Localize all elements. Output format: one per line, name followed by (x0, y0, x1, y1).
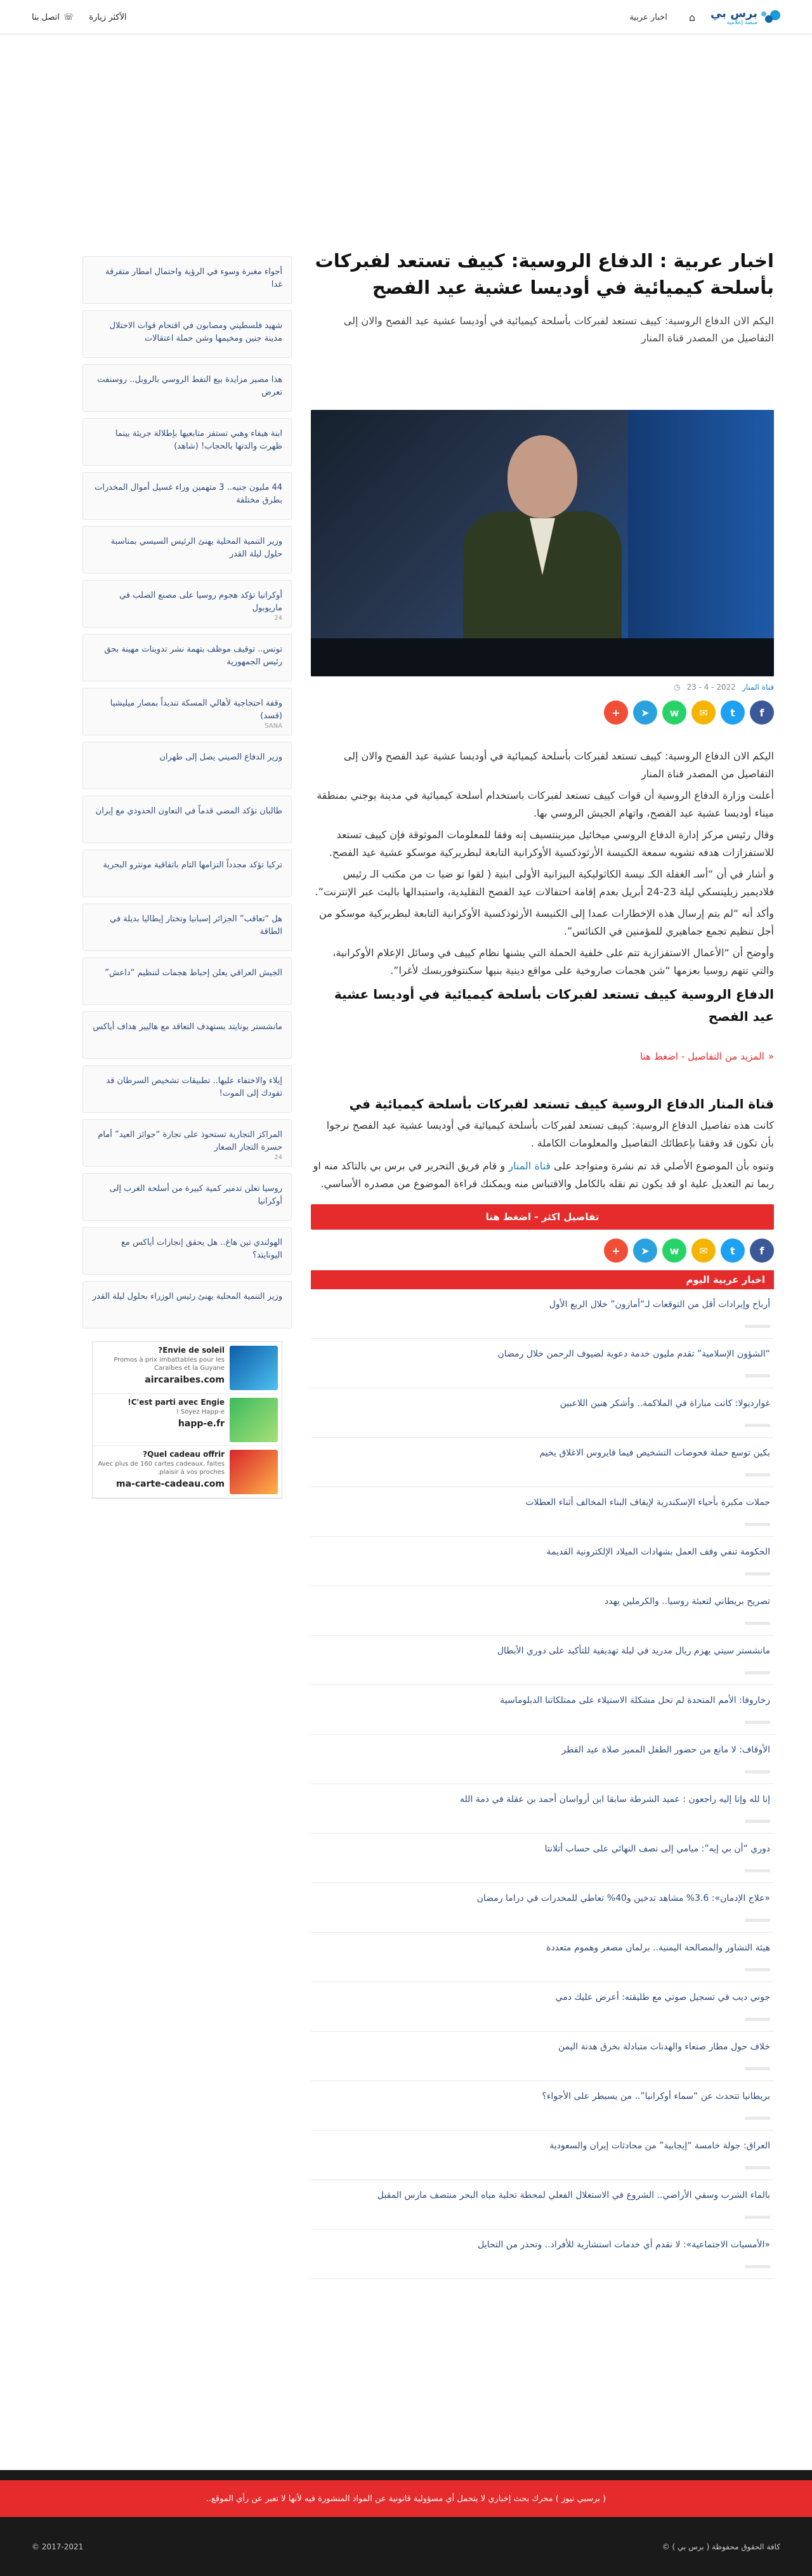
twitter-share-icon[interactable]: t (721, 700, 745, 725)
today-news-item[interactable] (311, 1586, 774, 1636)
sidebar-news-item-date: 24 (274, 1154, 282, 1161)
today-news-item-title: “الشؤون الإسلامية” تقدم مليون خدمة دعوية لضيوف الرحمن خلال رمضان (497, 1349, 770, 1360)
today-news-item[interactable] (311, 1933, 774, 1982)
phone-icon: ☏ (63, 12, 74, 22)
more-details-link[interactable] (311, 1051, 774, 1062)
today-news-item[interactable] (311, 1834, 774, 1883)
sidebar-news-item-title: طالبان تؤكد المضي قدماً في التعاون الحدودي مع إيران (95, 806, 282, 816)
ad-carte-cadeau[interactable] (93, 1446, 282, 1498)
today-news (311, 1270, 774, 2279)
facebook-share-icon[interactable]: f (750, 1239, 774, 1263)
today-news-item[interactable] (311, 2081, 774, 2131)
top-ad-space (0, 34, 812, 225)
ad-subtext: Promos à prix imbattables pour les Caraïbes et la Guyane (114, 1357, 225, 1372)
source-note-end: و قام فريق التحرير في برس بي بالتاكد منه او ربما تم التعديل علية او قد يكون تم نقله بالكامل والاقتباس منه ويمكنك قراءة الموضوع من مصدره الأساسي. (313, 1160, 774, 1190)
today-news-item[interactable] (311, 1883, 774, 1933)
today-news-item-title: حملات مكبرة بأحياء الإسكندرية لإيقاف البناء المخالف أثناء العطلات (525, 1497, 770, 1508)
today-news-item[interactable] (311, 1339, 774, 1388)
today-news-item-title: أرباح وإيرادات أقل من التوقعات لـ“أمازون” خلال الربع الأول (549, 1299, 770, 1310)
article-source[interactable]: قناة المنار (742, 683, 774, 692)
sidebar-news-item[interactable] (82, 472, 292, 520)
twitter-share-icon[interactable]: t (721, 1239, 745, 1263)
article-title: اخبار عربية : الدفاع الروسية: كييف تستعد لفبركات بأسلحة كيميائية في أوديسا عشية عيد الفصح (315, 250, 774, 299)
sidebar-news-item-title: تركيا تؤكد مجدداً التزامها التام باتفاقية مونترو البحرية (103, 860, 282, 870)
sidebar-news-item[interactable] (82, 688, 292, 735)
share-buttons-bottom (311, 1239, 774, 1263)
sidebar-news-item-title: إيلاء والاختفاء عليها.. تطبيقات تشخيص السرطان قد تقودك إلى الموت! (106, 1076, 282, 1099)
article-main (311, 225, 774, 2279)
ad-url: aircaraibes.com (145, 1375, 225, 1385)
brand-area (623, 8, 780, 27)
telegram-share-icon[interactable]: ➤ (633, 700, 657, 725)
telegram-share-icon[interactable]: ➤ (633, 1239, 657, 1263)
today-news-item-title: إنا لله وإنا إليه راجعون : عميد الشرطة سابقا ابن أرواسان أحمد بن عقلة في ذمة الله (460, 1794, 770, 1805)
sidebar-ads (92, 1341, 282, 1499)
today-news-item-title: بالماء الشرب وسقي الأراضي.. الشروع في الاستغلال الفعلي لمحطة تحلية مياه البحر منتصف مارس المقبل (377, 2190, 770, 2201)
sidebar-news-item[interactable] (82, 418, 292, 466)
sidebar-news-item-title: ابنة هيفاء وهبي تستفز متابعيها بإطلالة جريئة بينما ظهرت والدتها بالحجاب! (شاهد) (115, 429, 282, 452)
home-icon[interactable]: ⌂ (688, 11, 695, 23)
more-share-icon[interactable]: + (604, 700, 628, 725)
site-logo[interactable] (710, 8, 780, 27)
today-news-item[interactable] (311, 1438, 774, 1487)
today-news-item-title: جوني ديب في تسجيل صوتي مع طليقته: أعرض عليك دمي (555, 1992, 770, 2003)
sidebar (82, 256, 292, 1499)
article-paragraph: و أشار في أن “أسـ الغفلة الكـ نيسة الكاثوليكية البيزانية الأولى ابنية ( لقوا تو ضيا ت من مكتب الـ رئيس فلاديمير زيلينسكي ليلة 23-24 أبريل بعدم إقامة احتفالات عيد الفصح التقليدية، واستبدالها بالبث عبر الإنترنت”. (315, 868, 774, 898)
today-news-item-title: «علاج الإدمان»: 3.6% مشاهد تدخين و40% تعاطي للمخدرات في دراما رمضان (476, 1893, 770, 1904)
sidebar-news-item[interactable] (82, 634, 292, 681)
footer-top-strip (0, 2470, 812, 2480)
sidebar-news-item-title: شهيد فلسطيني ومصابون في اقتحام قوات الاحتلال مدينة جنين ومخيمها وشن حملة اعتقالات (109, 321, 282, 344)
today-news-item[interactable] (311, 1487, 774, 1537)
article-paragraph: اليكم الان الدفاع الروسية: كييف تستعد لفبركات بأسلحة كيميائية في أوديسا عشية عيد الفصح والان إلى التفاصيل من المصدر قناة المنار (343, 750, 774, 780)
sidebar-news-item[interactable] (82, 310, 292, 358)
sidebar-news-item-title: أجواء مغبرة وسوء في الرؤية واحتمال امطار متفرقة غدا (105, 267, 282, 290)
today-news-item-title: تصريح بريطاني لتعبئة روسيا.. والكرملين يهدد (605, 1596, 770, 1607)
sidebar-news-item-title: تونس.. توقيف موظف بتهمة نشر تدوينات مهينة بحق رئيس الجمهورية (104, 645, 282, 667)
nav-secondary (32, 13, 127, 22)
sidebar-news-item-title: وزير التنمية المحلية يهنئ الرئيس السيسي بمناسبة حلول ليلة القدر (110, 537, 282, 560)
article-meta (311, 683, 774, 692)
brand-name: برس بي (710, 7, 757, 21)
sidebar-news-item-title: الهولندي تين هاغ.. هل يحقق إنجازات أياكس مع اليونايتد؟ (121, 1238, 282, 1261)
clock-icon: ◷ (673, 683, 681, 692)
whatsapp-share-icon[interactable]: w (662, 700, 686, 725)
today-news-item-date-placeholder (745, 2216, 770, 2219)
today-news-item-title: العراق: جولة خامسة “إيجابية” من محادثات إيران والسعودية (549, 2141, 770, 2152)
chevron-left-icon: « (768, 1051, 774, 1063)
today-news-item-title: بريطانيا تتحدث عن “سماء أوكرانيا”.. من يسيطر على الأجواء؟ (542, 2091, 770, 2102)
nav-contact-label: اتصل بنا (32, 12, 60, 22)
today-news-item[interactable] (311, 1735, 774, 1784)
sidebar-news-item[interactable] (82, 1011, 292, 1059)
sidebar-news-item[interactable] (82, 1065, 292, 1113)
today-news-item[interactable] (311, 1537, 774, 1586)
today-news-item-date-placeholder (745, 2018, 770, 2021)
today-news-item-date-placeholder (745, 1968, 770, 1971)
today-news-item-date-placeholder (745, 1671, 770, 1674)
nav-arab-news[interactable]: اخبار عربية (629, 12, 667, 22)
today-news-item-date-placeholder (745, 2265, 770, 2268)
sidebar-news-item[interactable] (82, 580, 292, 628)
brand-tagline: منصة إعلامية (726, 19, 757, 26)
nav-contact[interactable] (32, 13, 74, 22)
today-news-item[interactable] (311, 2230, 774, 2279)
article-paragraph: وأوضح أن “الأعمال الاستفزازية تتم على خلفية الحملة التي يشنها نظام كييف في وسائل الإعلام الأوكرانية، والتي تتهم روسيا بعزمها “شن هجمات صاروخية على مواقع دينية بنيها سكنتوفوربسك لأغرا”. (332, 947, 774, 977)
source-section-body: كانت هذه تفاصيل الدفاع الروسية: كييف تستعد لفبركات بأسلحة كيميائية في أوديسا عشية عيد الفصح نرجوا بأن تكون قد وفقنا بإعطائك التفاصيل والمعلومات الكاملة . (326, 1119, 774, 1150)
sidebar-news-item[interactable] (82, 796, 292, 843)
today-news-item-date-placeholder (745, 1473, 770, 1476)
today-news-item-title: خلاف حول مطار صنعاء والهدنات متبادلة بخرق هدنة اليمن (558, 2042, 770, 2053)
source-section-note (311, 1157, 774, 1193)
ad-aircaraibes[interactable] (93, 1342, 282, 1394)
sidebar-news-item-title: وزير الدفاع الصيني يصل إلى طهران (159, 752, 282, 762)
today-news-item-title: «الأمسيات الاجتماعية»: لا نقدم أي خدمات استشارية للأفراد.. وتحذر من التحايل (478, 2240, 770, 2251)
today-news-item[interactable] (311, 1388, 774, 1438)
today-news-item-date-placeholder (745, 1374, 770, 1377)
ad-image (230, 1450, 278, 1494)
article-hero-image (311, 410, 774, 676)
sidebar-news-item[interactable] (82, 1227, 292, 1275)
source-section-title: قناة المنار الدفاع الروسية كييف تستعد لفبركات بأسلحة كيميائية في (349, 1096, 774, 1112)
article-paragraph: وقال رئيس مركز إدارة الدفاع الروسي ميخائيل ميزينتسيف إنه وفقا للمعلومات الموثوقة فإن كييف تستعد للاستفزازات هدفه تشويه سمعة الكنيسة الأرثوذكسية الأوكرانية التابعة لبطريركية موسكو عشية عيد الفصح. (329, 829, 774, 859)
today-news-item[interactable] (311, 1685, 774, 1735)
today-news-item[interactable] (311, 1784, 774, 1834)
today-news-item[interactable] (311, 1289, 774, 1339)
today-news-title: اخبار عربية اليوم (311, 1270, 774, 1289)
today-news-item[interactable] (311, 2131, 774, 2180)
ad-headline: C'est parti avec Engie! (128, 1398, 225, 1407)
article-body (311, 747, 774, 1028)
sidebar-news-item-title: وقفة احتجاجية لأهالي المسكة تنديداً بمصار ميليشيا (قسد) (110, 699, 282, 721)
sms-share-icon[interactable]: ✉ (691, 1239, 716, 1263)
today-news-item-title: غوارديولا: كانت مباراة في الملاكمة.. وأشكر هنين اللاعبين (560, 1398, 770, 1409)
sidebar-news-item[interactable] (82, 904, 292, 951)
article-date: 2022 - 4 - 23 (686, 683, 736, 692)
more-details-label: المزيد من التفاصيل - اضغط هنا (639, 1051, 764, 1063)
logo-mark-icon (761, 9, 780, 25)
today-news-item[interactable] (311, 1982, 774, 2032)
sidebar-news-item-title: وزير التنمية المحلية يهنئ رئيس الوزراء بحلول ليلة القدر (92, 1292, 282, 1301)
sidebar-news-item[interactable] (82, 957, 292, 1005)
more-share-icon[interactable]: + (604, 1239, 628, 1263)
sidebar-news-item[interactable] (82, 1173, 292, 1221)
source-link[interactable]: قناة المنار (508, 1160, 551, 1173)
sidebar-news-item[interactable] (82, 742, 292, 789)
today-news-item-date-placeholder (745, 1622, 770, 1625)
today-news-item-date-placeholder (745, 1770, 770, 1773)
today-news-item-date-placeholder (745, 1424, 770, 1427)
footer-rights: كافة الحقوق محفوظة ( برس بي ) © (662, 2542, 780, 2551)
sidebar-news-item-title: الجيش العراقي يعلن إحباط هجمات لتنظيم “داعش” (105, 968, 282, 978)
sidebar-news-item-title: المراكز التجارية تستحوذ على تجارة “جوائز العيد” أمام حسرة التجار الصغار (98, 1130, 282, 1153)
ad-subtext: Soyez Happ-e ! (176, 1409, 225, 1416)
ad-url: ma-carte-cadeau.com (116, 1479, 225, 1489)
sidebar-news-item[interactable] (82, 526, 292, 574)
facebook-share-icon[interactable]: f (750, 700, 774, 725)
sidebar-news-item[interactable] (82, 256, 292, 304)
today-news-item-date-placeholder (745, 1919, 770, 1922)
ad-image (230, 1346, 278, 1390)
whatsapp-share-icon[interactable]: w (662, 1239, 686, 1263)
today-news-item-date-placeholder (745, 1572, 770, 1575)
ad-url: happ-e.fr (178, 1419, 225, 1429)
sidebar-news-item-title: روسيا تعلن تدمير كمية كبيرة من أسلحة الغرب إلى أوكرانيا (109, 1184, 282, 1207)
sidebar-news-item-title: هذا مصير مزايدة بيع النفط الروسي بالروبل.. روسنفت تعرض (97, 375, 282, 398)
article-paragraph: وأكد أنه “لم يتم إرسال هذه الإخطارات عمدا إلى الكنيسة الأرثوذكسية الأوكرانية التابعة لبطريركية موسكو من أجل تنظيم تجمع جماهيري للمؤمنين في الكنائس”. (319, 907, 774, 938)
sidebar-news-item-title: أوكرانيا تؤكد هجوم روسيا على مصنع الصلب في ماريوبول (119, 591, 282, 614)
ad-headline: Envie de soleil? (158, 1346, 225, 1355)
today-news-item-date-placeholder (745, 1869, 770, 1872)
sidebar-news-item[interactable] (82, 850, 292, 897)
sidebar-news-item[interactable] (82, 1119, 292, 1167)
top-bar (0, 0, 812, 34)
sidebar-news-item-title: 44 مليون جنيه.. 3 متهمين وراء غسيل أموال المخدرات بطرق مختلفة (95, 483, 282, 506)
sidebar-news-item[interactable] (82, 364, 292, 412)
ad-image (230, 1398, 278, 1442)
sidebar-news-item-date: 24 (274, 615, 282, 622)
today-news-item[interactable] (311, 2180, 774, 2230)
nav-most-visited[interactable]: الأكثر زيارة (89, 12, 127, 22)
sms-share-icon[interactable]: ✉ (691, 700, 716, 725)
today-news-item-title: مانشستر سيتي يهزم ريال مدريد في ليلة تهديفية للتأكيد على دوري الأبطال (497, 1646, 770, 1657)
today-news-item-date-placeholder (745, 1820, 770, 1823)
article-intro: اليكم الان الدفاع الروسية: كييف تستعد لفبركات بأسلحة كيميائية في أوديسا عشية عيد الفصح والان إلى التفاصيل من المصدر قناة المنار (343, 315, 774, 345)
today-news-item-title: بكين توسع حملة فحوصات التشخيص فيما فايروس الاغلاق يخيم (539, 1448, 770, 1459)
footer-year: 2017-2021 © (32, 2542, 84, 2551)
sidebar-news-item-title: مانشستر يونايتد يستهدف التعاقد مع هاليير هداف أياكس (93, 1022, 282, 1032)
today-news-item-title: زخاروفا: الأمم المتحدة لم تحل مشكلة الاستيلاء على ممتلكاتنا الدبلوماسية (500, 1695, 770, 1706)
share-buttons (311, 700, 774, 725)
today-news-item-date-placeholder (745, 1721, 770, 1724)
sidebar-news-item-date: SANA (265, 723, 282, 730)
article-paragraph: أعلنت وزارة الدفاع الروسية أن قوات كييف تستعد لفبركات باستخدام أسلحة كيميائية في مدينة يوجني بمنطقة ميناء أوديسا عشية عيد الفصح، واتهام الجيش الروسي بها. (317, 789, 774, 820)
article-emphasis: الدفاع الروسية كييف تستعد لفبركات بأسلحة كيميائية في أوديسا عشية عيد الفصح (334, 987, 774, 1025)
ad-headline: Quel cadeau offrir? (143, 1450, 225, 1459)
ad-subtext: Avec plus de 160 cartes cadeaux, faites plaisir à vos proches. (98, 1461, 225, 1476)
today-news-item-date-placeholder (745, 1523, 770, 1526)
sidebar-news-item-title: هل “تعاقب” الجزائر إسبانيا وتختار إيطاليا بديلة في الطاقة (110, 914, 282, 937)
source-note-start: وتنوه بأن الموضوع الأصلي قد تم نشرة ومتواجد على (554, 1160, 774, 1173)
footer-disclaimer: ( برسبي نيوز ) محرك بحث إخباري لا يتحمل أي مسؤولية قانونية عن المواد المنشورة فيه لأنها لا تعبر عن رأي الموقع.. (0, 2480, 812, 2517)
today-news-item-title: الأوقاف: لا مانع من حضور الطفل المميز صلاة عيد الفطر (561, 1745, 770, 1756)
ad-happe[interactable] (93, 1394, 282, 1446)
today-news-item-date-placeholder (745, 1325, 770, 1328)
today-news-item[interactable] (311, 1636, 774, 1685)
today-news-item-title: هيئة التشاور والمصالحة اليمنية.. برلمان مصغر وهموم متعددة (546, 1943, 770, 1954)
sidebar-news-item[interactable] (82, 1281, 292, 1329)
today-news-item[interactable] (311, 2032, 774, 2081)
footer-bottom (0, 2517, 812, 2576)
today-news-item-title: دوري “أن بي إيه”: ميامي إلى نصف النهائي على حساب أتلانتا (544, 1844, 770, 1855)
today-news-item-date-placeholder (745, 2166, 770, 2169)
today-news-item-title: الحكومة تنفي وقف العمل بشهادات الميلاد الإلكترونية القديمة (546, 1547, 770, 1558)
more-details-button[interactable]: تفاصيل اكثر - اضغط هنا (311, 1204, 774, 1230)
today-news-item-date-placeholder (745, 2117, 770, 2120)
today-news-item-date-placeholder (745, 2067, 770, 2070)
